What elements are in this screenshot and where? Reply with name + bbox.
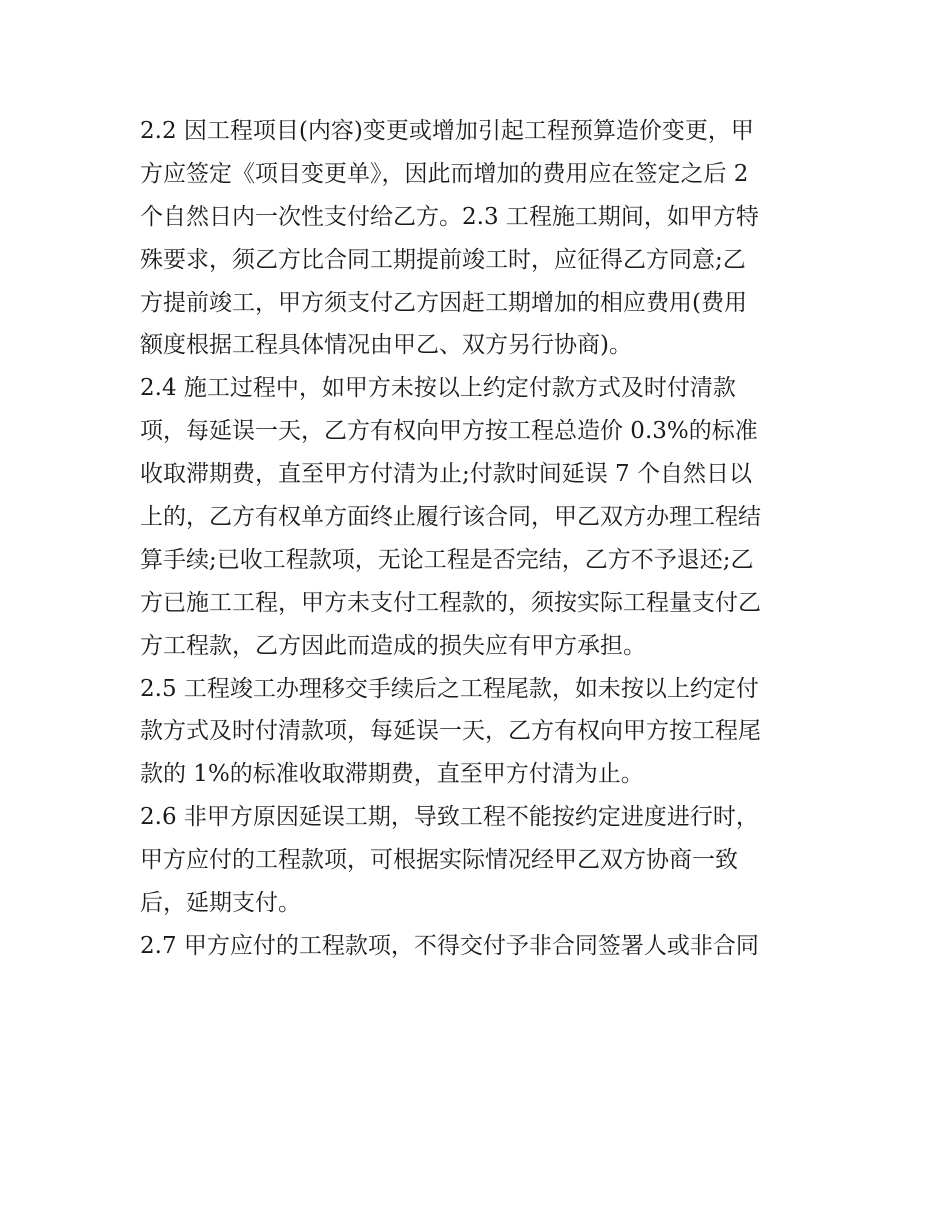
text-line: 2.2 因工程项目(内容)变更或增加引起工程预算造价变更，甲 (140, 118, 754, 144)
text-line: 2.4 施工过程中，如甲方未按以上约定付款方式及时付清款 (140, 375, 736, 402)
text-line: 额度根据工程具体情况由甲乙、双方另行协商)。 (140, 332, 632, 359)
text-line: 2.6 非甲方原因延误工期，导致工程不能按约定进度进行时， (140, 804, 759, 831)
text-line: 算手续;已收工程款项，无论工程是否完结，乙方不予退还;乙 (140, 546, 754, 573)
text-line: 项，每延误一天，乙方有权向甲方按工程总造价 0.3%的标准 (140, 418, 758, 445)
text-line: 殊要求，须乙方比合同工期提前竣工时，应征得乙方同意;乙 (140, 246, 746, 273)
text-line: 方已施工工程，甲方未支付工程款的，须按实际工程量支付乙 (140, 589, 761, 616)
text-line: 款的 1%的标准收取滞期费，直至甲方付清为止。 (140, 761, 644, 788)
text-line: 方提前竣工，甲方须支付乙方因赶工期增加的相应费用(费用 (140, 289, 747, 316)
document-body (140, 110, 820, 968)
text-line: 2.7 甲方应付的工程款项，不得交付予非合同签署人或非合同 (140, 932, 759, 959)
text-line: 上的，乙方有权单方面终止履行该合同，甲乙双方办理工程结 (140, 504, 761, 531)
text-line: 方工程款，乙方因此而造成的损失应有甲方承担。 (140, 632, 646, 659)
text-line: 方应签定《项目变更单》，因此而增加的费用应在签定之后 2 (140, 160, 749, 187)
text-line: 个自然日内一次性支付给乙方。2.3 工程施工期间，如甲方特 (140, 203, 759, 230)
text-line: 2.5 工程竣工办理移交手续后之工程尾款，如未按以上约定付 (140, 675, 759, 702)
text-line: 款方式及时付清款项，每延误一天，乙方有权向甲方按工程尾 (140, 718, 761, 745)
text-line: 收取滞期费，直至甲方付清为止;付款时间延误 7 个自然日以 (140, 461, 753, 488)
text-line: 后，延期支付。 (140, 890, 301, 917)
text-line: 甲方应付的工程款项，可根据实际情况经甲乙双方协商一致 (140, 847, 738, 874)
